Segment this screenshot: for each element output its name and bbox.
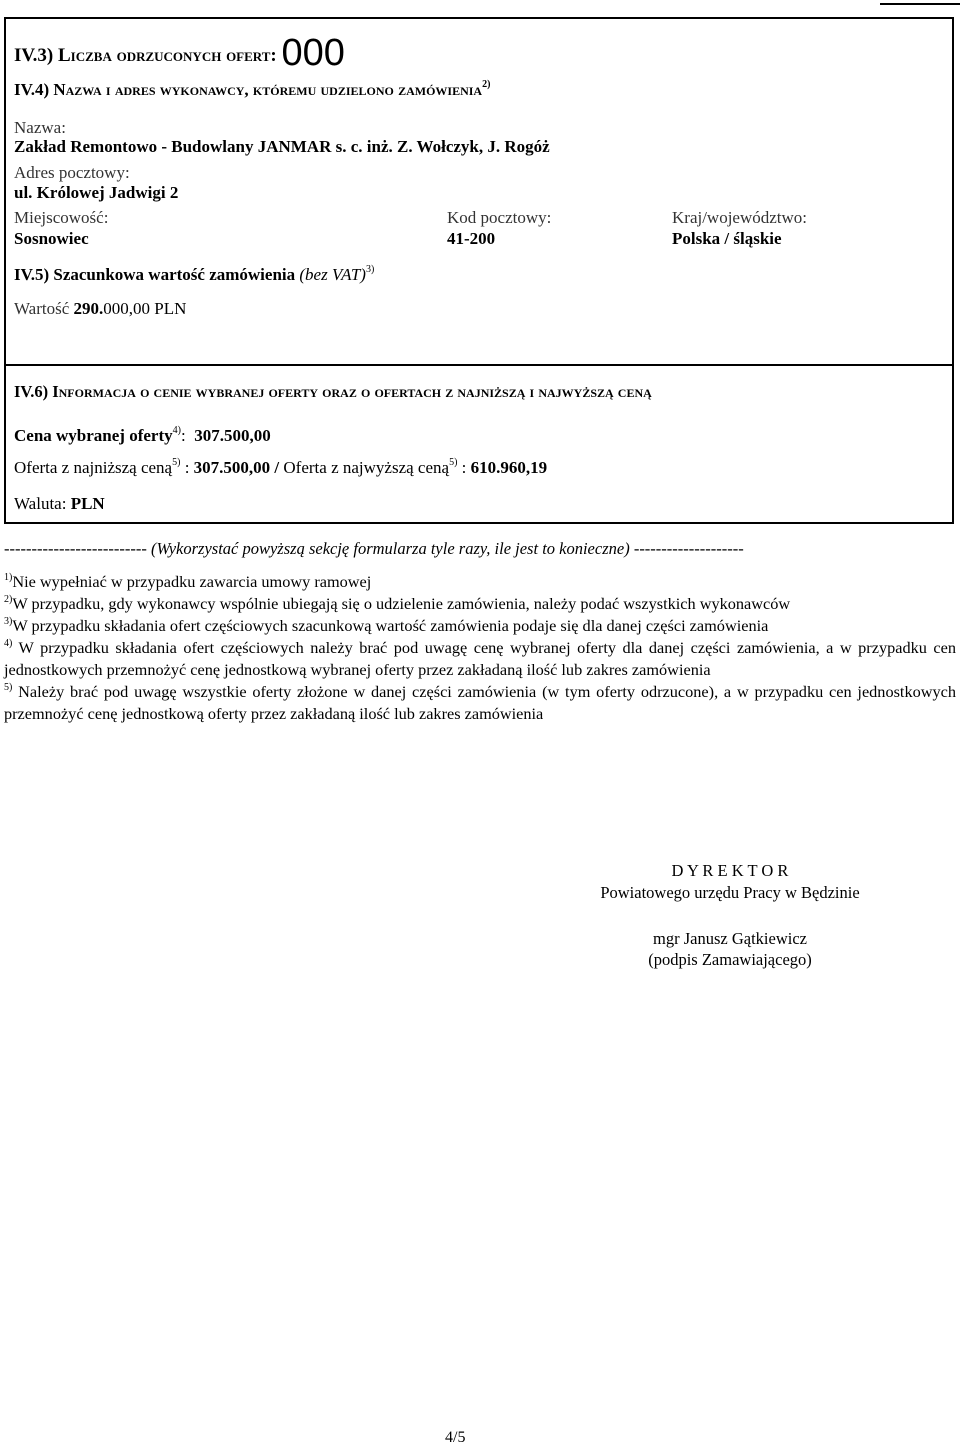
signature-title: D Y R E K T O R — [671, 861, 789, 880]
signature-office: Powiatowego urzędu Pracy w Będzinie — [600, 883, 860, 902]
heading-contractor: IV.4) Nazwa i adres wykonawcy, któremu udzielono zamówienia$^{2)}$ — [14, 79, 491, 99]
repeat-section-note: -------------------------- (Wykorzystać powyższą sekcję formularza tyle razy, ile jest to konieczne) -------------------- — [4, 539, 744, 558]
footnotes — [4, 571, 956, 725]
heading-price-info: IV.6) Informacja o cenie wybranej oferty oraz o ofertach z najniższą i najwyższą ceną — [14, 382, 652, 401]
address-label: Adres pocztowy: — [14, 163, 130, 182]
address-value: ul. Królowej Jadwigi 2 — [14, 183, 179, 202]
city-label: Miejscowość: — [14, 208, 109, 227]
footnote-5: $^{5)}$ Należy brać pod uwagę wszystkie oferty złożone w danej części zamówienia (w tym oferty odrzucone), a w przypadku cen jednostkowych przemnożyć cenę jednostkową oferty przez zakładaną ilość lub zakres zamówienia — [4, 682, 956, 723]
selected-offer-price: Cena wybranej oferty$^{4)}$: 307.500,00 — [14, 425, 271, 445]
signature-caption: (podpis Zamawiającego) — [648, 950, 812, 969]
contractor-name-label: Nazwa: — [14, 118, 66, 137]
city-value: Sosnowiec — [14, 229, 89, 248]
top-rule — [880, 3, 960, 5]
region-label: Kraj/województwo: — [672, 208, 808, 227]
page-number: 4/5 — [445, 1429, 466, 1446]
estimated-value: Wartość 290.000,00 PLN — [14, 299, 187, 318]
footnote-2: $^{2)}$W przypadku, gdy wykonawcy wspólnie ubiegają się o udzielenie zamówienia, należy podać wszystkich wykonawców — [4, 594, 791, 613]
contractor-name-value: Zakład Remontowo - Budowlany JANMAR s. c. inż. Z. Wołczyk, J. Rogóż — [14, 137, 550, 156]
postal-code-value: 41-200 — [447, 229, 496, 248]
footnote-4: $^{4)}$ W przypadku składania ofert częściowych należy brać pod uwagę cenę wybranej oferty dla danej części zamówienia, a w przypadku cen jednostkowych przemnożyć cenę jednostkową wybranej oferty przez zakładaną ilość lub zakres zamówienia — [4, 638, 956, 679]
currency: Waluta: PLN — [14, 494, 105, 513]
footnote-1: $^{1)}$Nie wypełniać w przypadku zawarcia umowy ramowej — [4, 572, 372, 591]
rejected-offers-value: 000 — [281, 32, 345, 74]
heading-estimated-value: IV.5) Szacunkowa wartość zamówienia (bez VAT)$^{3)}$ — [14, 264, 375, 284]
heading-rejected-offers: IV.3) Liczba odrzuconych ofert: 000 — [14, 32, 345, 74]
lowest-highest-offers: Oferta z najniższą ceną$^{5)}$ : 307.500,00 / Oferta z najwyższą ceną$^{5)}$ : 610.960,19 — [14, 457, 548, 477]
footnote-3: $^{3)}$W przypadku składania ofert częściowych szacunkową wartość zamówienia podaje się dla danej części zamówienia — [4, 616, 769, 635]
signature-name: mgr Janusz Gątkiewicz — [653, 929, 807, 948]
region-value: Polska / śląskie — [672, 229, 782, 248]
postal-code-label: Kod pocztowy: — [447, 208, 552, 227]
